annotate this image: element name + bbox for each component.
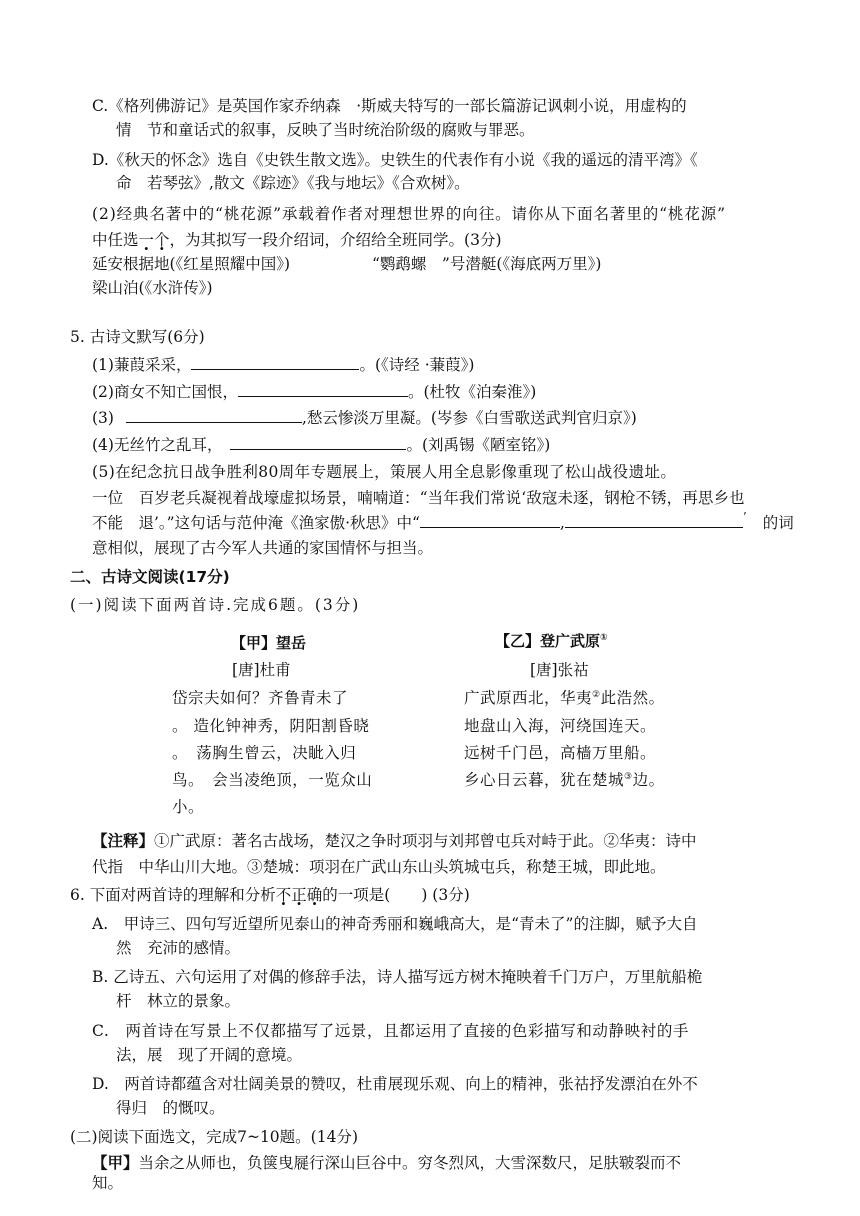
passage-text: 当余之从师也，负箧曳屣行深山巨谷中。穷冬烈风，大雪深数尺，足肤皲裂而不: [138, 1154, 682, 1172]
emphasis-dot-char: 不: [275, 886, 292, 904]
q5-line-2: [92, 379, 536, 406]
passage-label: 【甲】: [92, 1154, 139, 1172]
q5-line-5d: 意相似，展现了古今军人共通的家国情怀与担当。: [92, 539, 434, 557]
q4-sub2-line1: (2)经典名著中的“桃花源”承载着作者对理想世界的向往。请你从下面名著里的“桃花源”: [92, 205, 726, 223]
q6-option-b-line1[interactable]: B. 乙诗五、六句运用了对偶的修辞手法，诗人描写远方树木掩映着千门万户，万里航船桅: [92, 968, 703, 986]
footnote-marker: ②: [592, 689, 601, 700]
notes-label: 【注释】: [92, 832, 155, 850]
q6-option-b-line2: 杆 林立的景象。: [116, 992, 241, 1010]
q5-text: ,: [559, 514, 565, 532]
q5-text: 。(《诗经 ·蒹葭》): [359, 356, 475, 374]
q5-text: ’: [742, 510, 747, 524]
poem-b-text: 边。: [632, 771, 665, 789]
q5-line-4: [92, 432, 550, 459]
q4-place-2: “鹦鹉螺 ”号潜艇(《海底两万里》): [372, 255, 602, 273]
passage-line-1: [92, 1150, 681, 1177]
q5-line-3: [92, 405, 637, 432]
answer-blank[interactable]: [420, 510, 560, 528]
q6-option-d-line1[interactable]: D. 两首诗都蕴含对壮阔美景的赞叹，杜甫展现乐观、向上的精神，张祜抒发漂泊在外不: [92, 1075, 698, 1093]
q5-line-5a: (5)在纪念抗日战争胜利80周年专题展上，策展人用全息影像重现了松山战役遗址。: [92, 463, 677, 481]
q6-text: 的一项是( ) (3分): [322, 886, 470, 904]
q5-text: (4)无丝竹之乱耳，: [92, 436, 223, 454]
q6-option-c-line2: 法，展 现了开阔的意境。: [116, 1046, 303, 1064]
q5-line-5b: 一位 百岁老兵凝视着战壕虚拟场景，喃喃道：“当年我们常说‘敌寇未逐，钢枪不锈，再思乡也: [92, 489, 745, 507]
passage-line-2: 知。: [92, 1174, 124, 1192]
poem-b-line: [464, 686, 665, 708]
notes-text: ①广武原：著名古战场，楚汉之争时项羽与刘邦曾屯兵对峙于此。②华夷：诗中: [154, 832, 697, 850]
poem-a-line: 岱宗夫如何？齐鲁青未了: [172, 689, 349, 707]
q4-sub2-text: 中任选: [92, 231, 139, 249]
q4-option-d-line2: 命 若琴弦》,散文《踪迹》《我与地坛》《合欢树》。: [116, 174, 470, 192]
q6-option-a-line1[interactable]: A. 甲诗三、四句写近望所见泰山的神奇秀丽和巍峨高大，是“青未了”的注脚，赋予大自: [92, 915, 698, 933]
footnote-marker: ③: [624, 771, 633, 782]
poem-a-author: [唐]杜甫: [232, 661, 291, 679]
q5-line-1: [92, 352, 474, 379]
notes-line-2: 代指 中华山川大地。③楚城：项羽在广武山东山头筑城屯兵，称楚王城，即此地。: [92, 858, 666, 876]
q5-text: 。(刘禹锡《陋室铭》): [406, 436, 551, 454]
q4-option-d-line1: D.《秋天的怀念》选自《史铁生散文选》。史铁生的代表作有小说《我的遥远的清平湾》《: [92, 151, 698, 169]
emphasis-dot-char: 正: [291, 886, 307, 904]
q5-text: (2)商女不知亡国恨，: [92, 383, 238, 401]
footnote-marker: ①: [600, 633, 608, 643]
poem-b-author: [唐]张祜: [530, 661, 589, 679]
poem-a-line: 鸟。 会当凌绝顶，一览众山: [172, 771, 373, 789]
poem-a-title: 【甲】望岳: [231, 634, 307, 652]
poem-b-title-text: 【乙】登广武原: [495, 632, 601, 650]
answer-blank[interactable]: [191, 352, 359, 370]
poem-a-line: 。 造化钟神秀，阴阳割昏晓: [172, 717, 370, 735]
poem-b-text: 乡心日云暮，犹在楚城: [464, 771, 625, 789]
q5-title: 5. 古诗文默写(6分): [70, 328, 205, 346]
q4-sub2-text: ，为其拟写一段介绍词，介绍给全班同学。(3分): [169, 231, 502, 249]
q6-option-d-line2: 得归 的慨叹。: [116, 1099, 225, 1117]
q6-stem: [70, 882, 470, 909]
poem-a-line: 小。: [172, 798, 205, 816]
notes-line-1: [92, 828, 697, 855]
section-title: 二、古诗文阅读(17分): [70, 568, 230, 586]
answer-blank[interactable]: [126, 405, 302, 423]
emphasis-dot-char: 确: [306, 886, 323, 904]
q5-text: (1)蒹葭采采，: [92, 356, 192, 374]
q6-option-c-line1[interactable]: C. 两首诗在写景上不仅都描写了远景，且都运用了直接的色彩描写和动静映衬的手: [92, 1022, 690, 1040]
answer-blank[interactable]: [230, 432, 406, 450]
poem-b-text: 广武原西北，华夷: [464, 689, 593, 707]
poem-b-line: 地盘山入海，河绕国连天。: [464, 717, 657, 735]
answer-blank[interactable]: [565, 510, 743, 528]
emphasis-dot-char: 一: [138, 231, 155, 249]
q4-place-1: 延安根据地(《红星照耀中国》): [92, 255, 291, 273]
q4-place-3: 梁山泊(《水浒传》): [92, 279, 213, 297]
q6-option-a-line2: 然 充沛的感情。: [116, 939, 241, 957]
section-subtitle: (一)阅读下面两首诗.完成6题。(3分): [70, 596, 361, 614]
poem-b-line: [464, 768, 665, 790]
q5-line-5c: [92, 510, 794, 538]
emphasis-dot-char: 个: [154, 231, 170, 249]
q5-text: 不能 退’。”这句话与范仲淹《渔家傲·秋思》中“: [92, 514, 420, 532]
section-subtitle-2: (二)阅读下面选文，完成7~10题。(14分): [70, 1128, 358, 1146]
q4-option-c-line2: 情 节和童话式的叙事，反映了当时统治阶级的腐败与罪恶。: [116, 121, 535, 139]
q5-text: ,愁云惨淡万里凝。(岑参《白雪歌送武判官归京》): [301, 409, 637, 427]
q4-option-c-line1: C.《格列佛游记》是英国作家乔纳森 ·斯威夫特写的一部长篇游记讽刺小说，用虚构的: [92, 97, 687, 115]
q5-text: 的词: [762, 514, 794, 532]
poem-b-line: 远树千门邑，高樯万里船。: [464, 744, 657, 762]
poem-a-line: 。 荡胸生曾云，决眦入归: [172, 744, 357, 762]
poem-b-title: [495, 630, 608, 651]
poem-b-text: 此浩然。: [600, 689, 665, 707]
q5-text: 。(杜牧《泊秦淮》): [407, 383, 537, 401]
q4-sub2-line2: [92, 227, 502, 254]
answer-blank[interactable]: [238, 379, 408, 397]
q6-text: 6. 下面对两首诗的理解和分析: [70, 886, 276, 904]
q5-text: (3): [92, 409, 114, 427]
